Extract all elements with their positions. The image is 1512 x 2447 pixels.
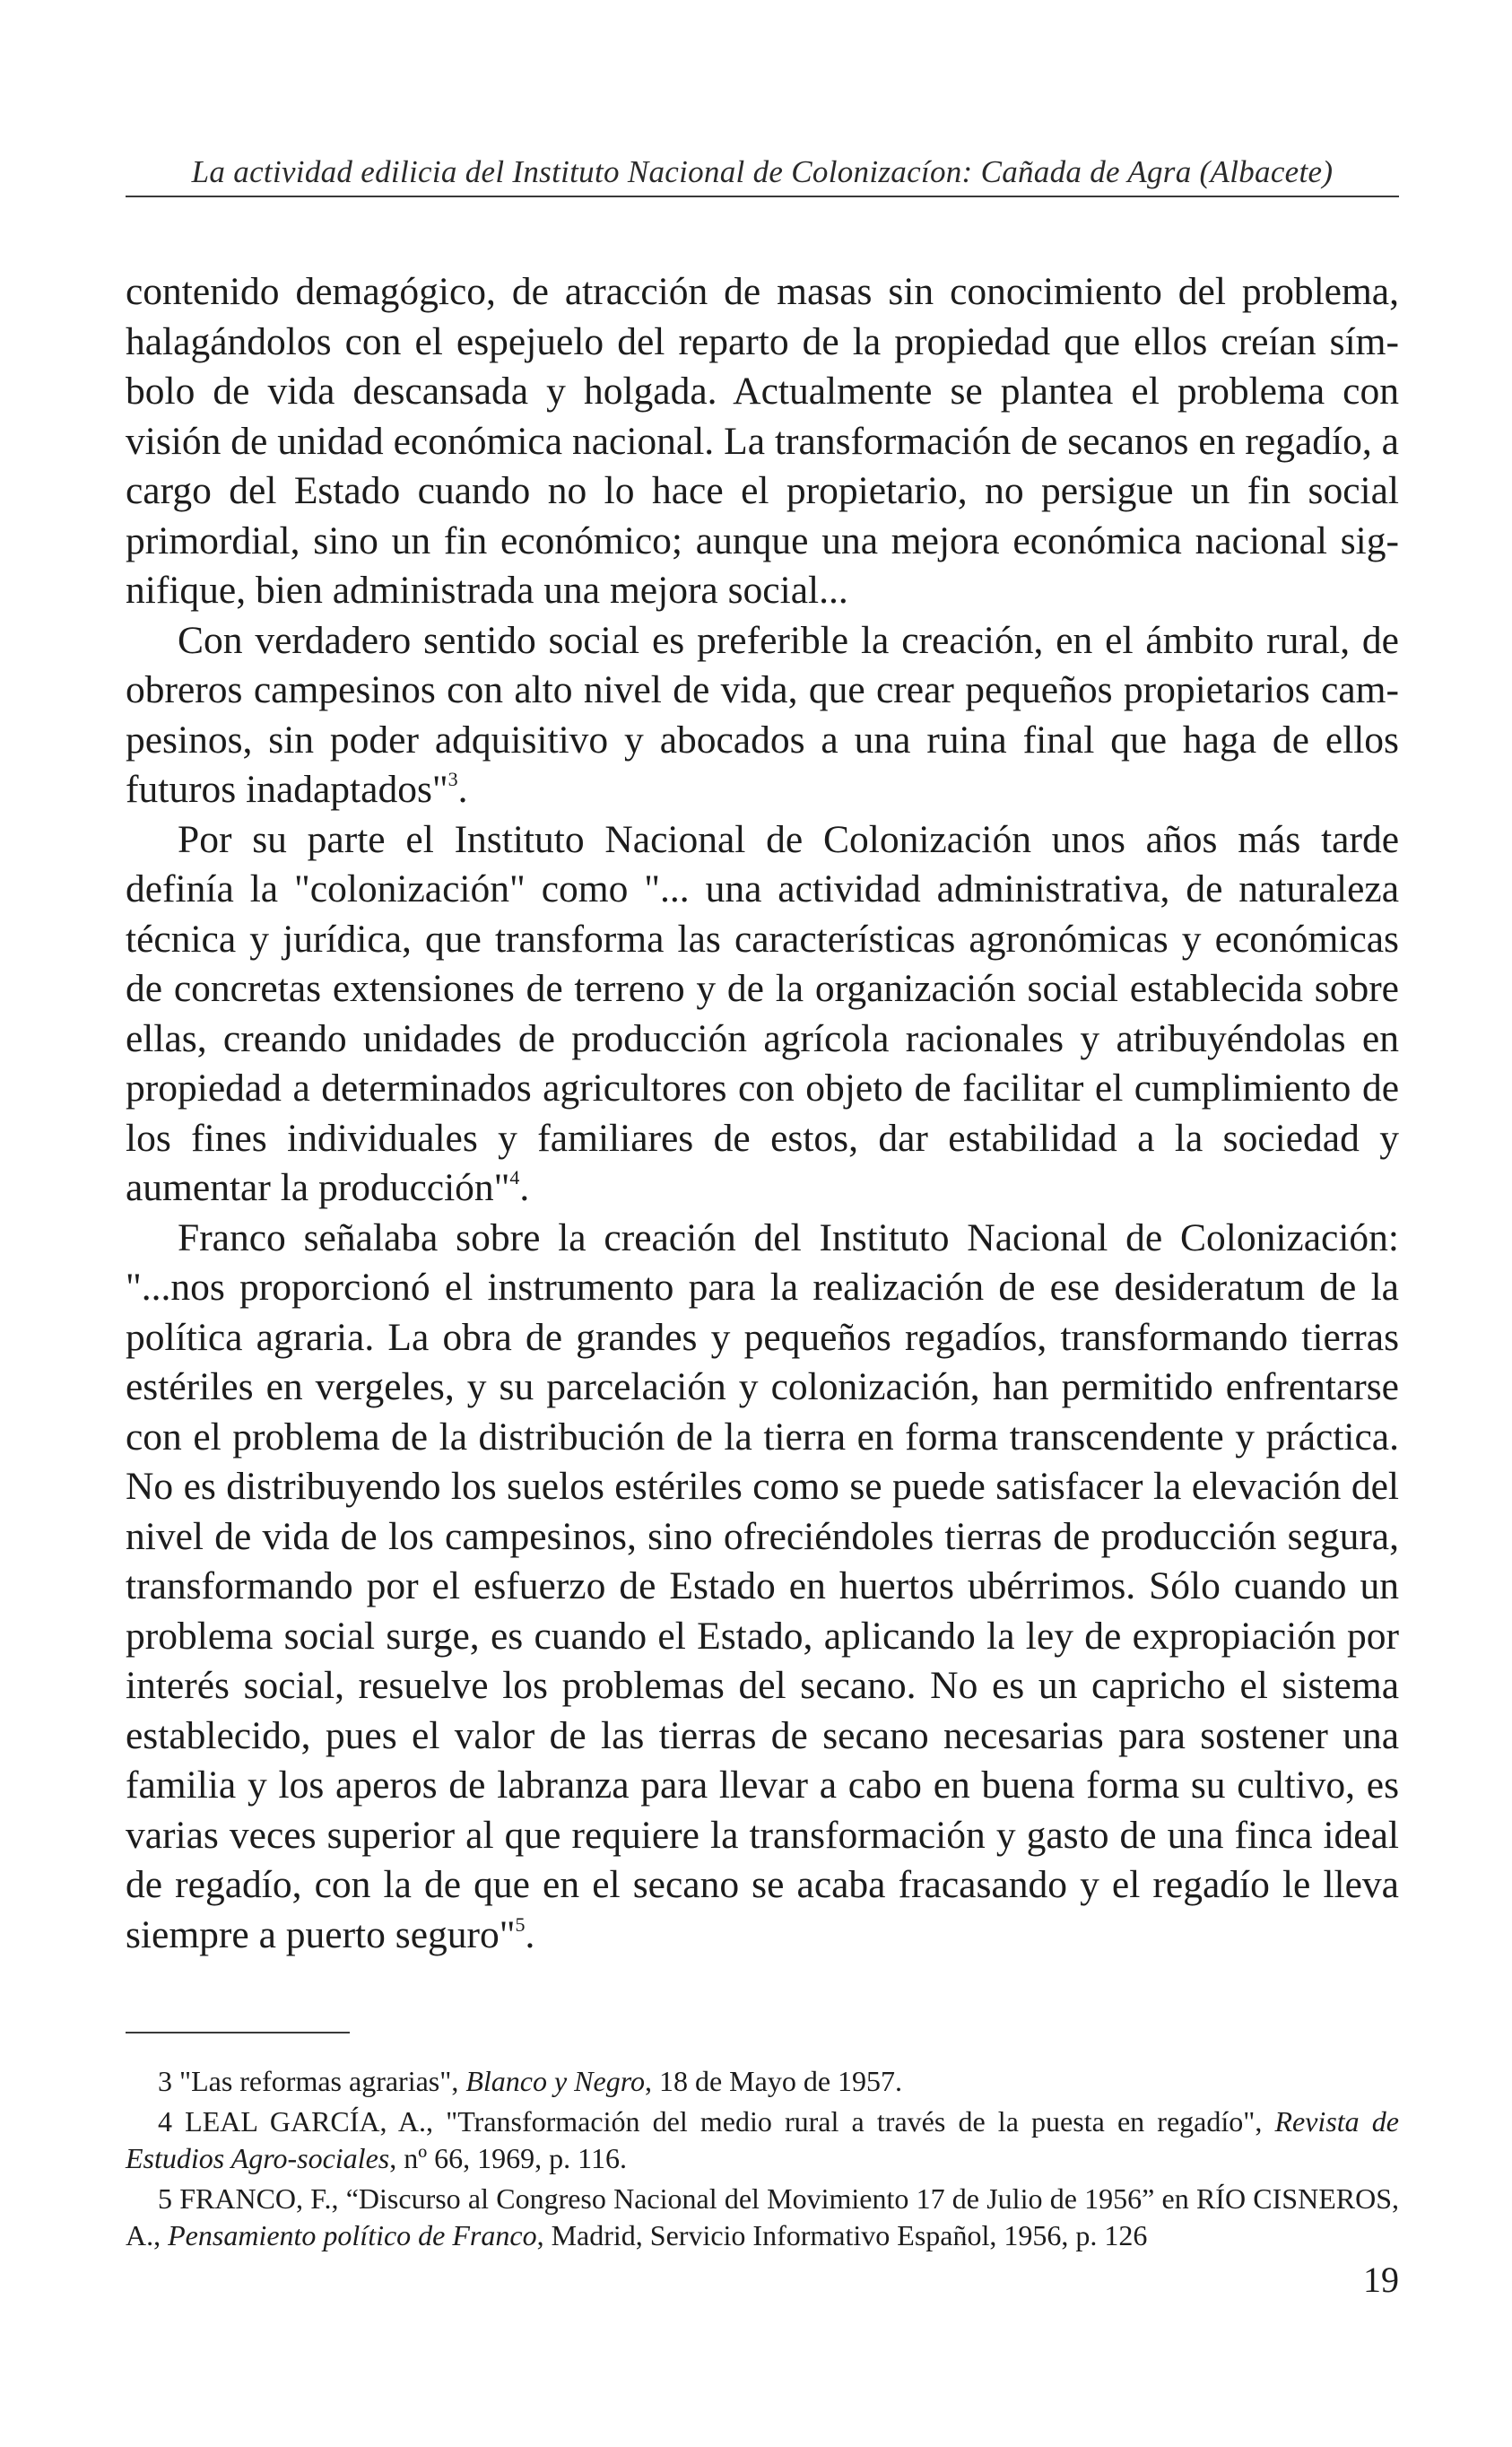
footnote-3 [126, 2063, 1399, 2100]
footnote-5 [126, 2181, 1399, 2254]
footnote-3-title: Blanco y Negro [465, 2065, 645, 2097]
paragraph-4-text: Franco señalaba sobre la creación del Instituto Nacional de Colonización: "...nos proporcionó el instrumento para la realización de ese desideratum de la política agraria. La obra de grandes y pequeños regadíos, transformando tierras estériles en vergeles, y su parcelación y colonización, han permitido enfrentarse con el problema de la distribución de la tierra en forma transcendente y práctica. No es distribuyendo los suelos estériles como se puede satisfacer la elevación del nivel de vida de los campesinos, sino ofreciéndoles tierras de producción segura, transformando por el esfuerzo de Estado en huertos ubérrimos. Sólo cuando un problema social surge, es cuando el Estado, aplicando la ley de expropiación por interés social, resuelve los problemas del secano. No es un capricho el sistema establecido, pues el valor de las tierras de secano necesarias para sostener una familia y los aperos de labranza para llevar a cabo en buena forma su cultivo, es varias veces superior al que requiere la transformación y gasto de una finca ideal de regadío, con la de que en el secano se acaba fracasando y el regadío le lleva siempre a puerto seguro" [126, 1215, 1399, 1956]
body-text [126, 267, 1399, 1960]
footnote-5-text: 5 FRANCO, F., “Discurso al Congreso Nacional del Movimiento 17 de Julio de 1956” en RÍO CISNEROS, A., [126, 2182, 1399, 2251]
footnote-4-title: Revista de Estudios Agro-sociales [126, 2105, 1400, 2174]
paragraph-4 [126, 1214, 1399, 1961]
paragraph-3 [126, 815, 1399, 1214]
footnote-3-tail: , 18 de Mayo de 1957. [644, 2065, 903, 2097]
page-number: 19 [1363, 2260, 1399, 2300]
paragraph-2-text: Con verdadero sentido social es preferible la creación, en el ámbito rural, de obreros campesinos con alto nivel de vida, que crear pequeños propietarios campesinos, sin poder adquisitivo y abocados a una ruina final que haga de ellos futuros inadaptados" [126, 618, 1399, 811]
footnote-4-text: 4 LEAL GARCÍA, A., "Transformación del medio rural a través de la puesta en regadío", [158, 2105, 1275, 2138]
footnote-3-text: 3 "Las reformas agrarias", [158, 2065, 466, 2097]
paragraph-3-text: Por su parte el Instituto Nacional de Colonización unos años más tarde definía la "colonización" como "... una actividad administrativa, de naturaleza técnica y jurídica, que transforma las características agronómicas y económicas de concretas extensiones de terreno y de la organización social establecida sobre ellas, creando unidades de producción agrícola racionales y atribuyéndolas en propiedad a determinados agricultores con objeto de facilitar el cumplimiento de los fines individuales y familiares de estos, dar estabilidad a la sociedad y aumentar la producción" [126, 817, 1399, 1209]
footnote-5-title: Pensamiento político de Franco [168, 2219, 537, 2251]
footnotes [126, 2063, 1399, 2258]
paragraph-2-end: . [457, 768, 468, 811]
paragraph-2 [126, 616, 1399, 815]
footnote-separator [126, 2032, 350, 2033]
footnote-4 [126, 2103, 1399, 2177]
footnote-ref-5: 5 [515, 1912, 526, 1936]
footnote-5-tail: , Madrid, Servicio Informativo Español, 1956, p. 126 [536, 2219, 1148, 2251]
paragraph-1 [126, 267, 1399, 616]
paragraph-1-text: contenido demagógico, de atracción de masas sin conocimiento del problema, halagándolos con el espejuelo del reparto de la propiedad que ellos creían símbolo de vida descansada y holgada. Actualmente se plantea el problema con visión de unidad económica nacional. La transformación de secanos en regadío, a cargo del Estado cuando no lo hace el propietario, no persigue un fin social primordial, sino un fin económico; aunque una mejora económica nacional signifique, bien administrada una mejora social... [126, 270, 1399, 612]
footnote-ref-3: 3 [448, 768, 458, 790]
running-header: La actividad edilicia del Instituto Nacional de Colonizacíon: Cañada de Agra (Albacete) [126, 152, 1399, 197]
paragraph-4-end: . [525, 1912, 535, 1956]
footnote-4-tail: , nº 66, 1969, p. 116. [389, 2142, 627, 2174]
footnote-ref-4: 4 [509, 1166, 520, 1189]
paragraph-3-end: . [519, 1166, 530, 1209]
